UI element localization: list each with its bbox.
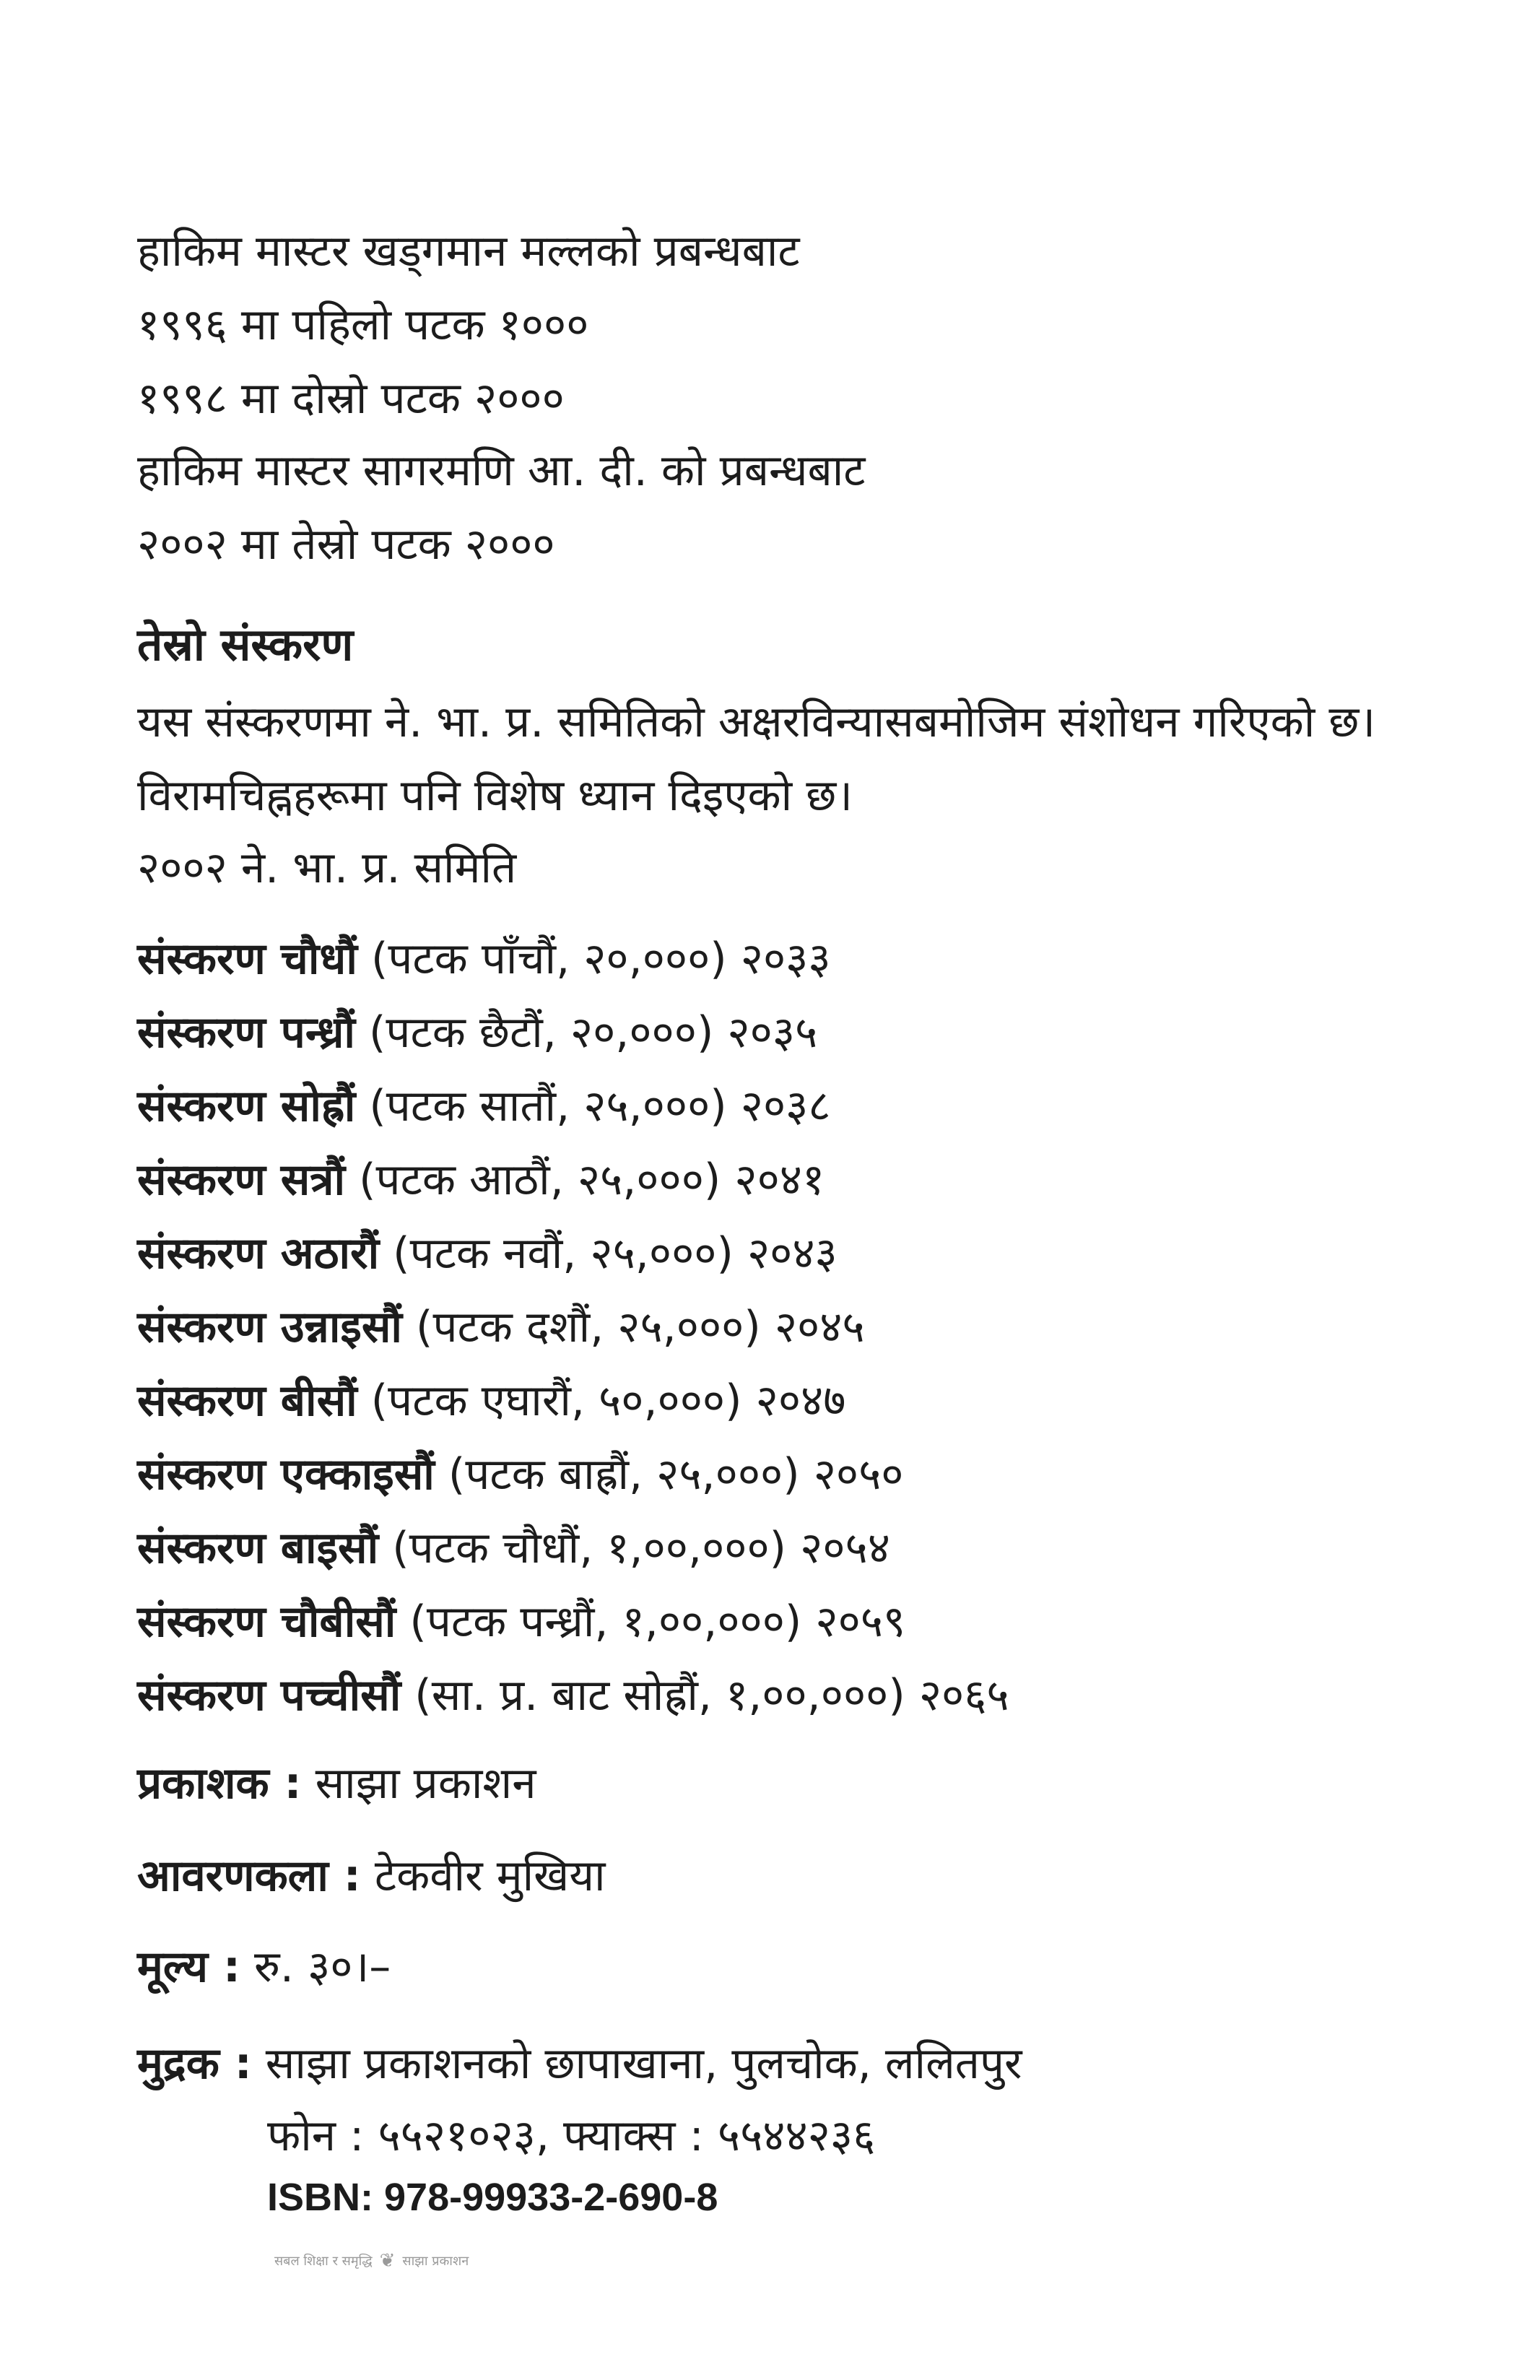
edition-row	[137, 1081, 831, 1132]
edition-detail: (पटक एघारौं, ५०,०००) २०४७	[357, 1376, 846, 1426]
history-line: हाकिम मास्टर सागरमणि आ. दी. को प्रबन्धबाट	[137, 446, 866, 496]
edition-label: संस्करण चौबीसौं	[137, 1597, 396, 1647]
cover-art-label: आवरणकला :	[137, 1851, 361, 1901]
cover-art-line	[137, 1851, 606, 1901]
publisher-line	[137, 1758, 536, 1809]
edition-detail: (पटक पाँचौं, २०,०००) २०३३	[357, 934, 831, 984]
edition-row	[137, 1597, 906, 1647]
edition-row	[137, 1376, 846, 1426]
edition-label: संस्करण बीसौं	[137, 1376, 357, 1426]
edition-detail: (पटक बाह्रौं, २५,०००) २०५०	[434, 1449, 904, 1500]
edition-label: संस्करण बाइसौं	[137, 1523, 379, 1573]
leaf-logo-icon: ❦	[379, 2250, 396, 2272]
edition-row	[137, 934, 831, 984]
publisher-label: प्रकाशक :	[137, 1758, 302, 1809]
price-line	[137, 1942, 391, 1992]
edition-label: संस्करण सत्रौं	[137, 1155, 346, 1205]
isbn: ISBN: 978-99933-2-690-8	[267, 2176, 718, 2219]
edition-row	[137, 1228, 838, 1279]
history-line: १९९८ मा दोस्रो पटक २०००	[137, 373, 565, 424]
edition-detail: (पटक सातौं, २५,०००) २०३८	[355, 1081, 831, 1132]
edition-row	[137, 1449, 904, 1500]
history-line: हाकिम मास्टर खड्गमान मल्लको प्रबन्धबाट	[137, 226, 800, 277]
edition-row	[137, 1155, 825, 1205]
printer-label: मुद्रक :	[137, 2038, 252, 2089]
edition-label: संस्करण अठारौं	[137, 1228, 380, 1279]
price-label: मूल्य :	[137, 1942, 240, 1992]
edition-row	[137, 1007, 818, 1058]
publisher-value: साझा प्रकाशन	[301, 1758, 536, 1809]
edition-note: यस संस्करणमा ने. भा. प्र. समितिको अक्षरविन्यासबमोजिम संशोधन गरिएको छ।	[137, 697, 1376, 747]
history-line: १९९६ मा पहिलो पटक १०००	[137, 300, 589, 350]
edition-label: संस्करण पन्ध्रौं	[137, 1007, 355, 1058]
history-line: २००२ मा तेस्रो पटक २०००	[137, 519, 555, 570]
edition-detail: (पटक नवौं, २५,०००) २०४३	[379, 1228, 838, 1279]
edition-label: संस्करण एक्काइसौं	[137, 1449, 435, 1500]
edition-detail: (पटक चौधौं, १,००,०००) २०५४	[378, 1523, 890, 1573]
printer-contact: फोन : ५५२१०२३, फ्याक्स : ५५४४२३६	[267, 2111, 876, 2161]
edition-detail: (पटक दशौं, २५,०००) २०४५	[401, 1302, 865, 1352]
edition-label: संस्करण सोह्रौं	[137, 1081, 356, 1132]
edition-label: संस्करण उन्नाइसौं	[137, 1302, 402, 1352]
section-title: तेस्रो संस्करण	[137, 618, 354, 671]
cover-art-value: टेकवीर मुखिया	[360, 1851, 606, 1901]
footer-mark	[274, 2251, 606, 2270]
price-value: रु. ३०।–	[240, 1942, 391, 1992]
edition-row	[137, 1302, 865, 1352]
edition-note: विरामचिह्नहरूमा पनि विशेष ध्यान दिइएको छ।	[137, 770, 853, 821]
edition-detail: (पटक छैटौं, २०,०००) २०३५	[354, 1007, 818, 1058]
edition-row	[137, 1670, 1009, 1721]
edition-detail: (पटक पन्ध्रौं, १,००,०००) २०५९	[396, 1597, 906, 1647]
edition-detail: (पटक आठौं, २५,०००) २०४१	[345, 1155, 825, 1205]
edition-note: २००२ ने. भा. प्र. समिति	[137, 843, 517, 893]
edition-label: संस्करण चौधौं	[137, 934, 357, 984]
printer-line	[137, 2038, 1022, 2089]
edition-detail: (सा. प्र. बाट सोह्रौं, १,००,०००) २०६५	[401, 1670, 1009, 1721]
edition-label: संस्करण पच्चीसौं	[137, 1670, 401, 1721]
footer-mark-left-text: सबल शिक्षा र समृद्धि	[274, 2254, 373, 2269]
printer-value: साझा प्रकाशनको छापाखाना, पुलचोक, ललितपुर	[251, 2038, 1022, 2089]
footer-mark-right-text: साझा प्रकाशन	[402, 2254, 469, 2269]
edition-row	[137, 1523, 890, 1573]
